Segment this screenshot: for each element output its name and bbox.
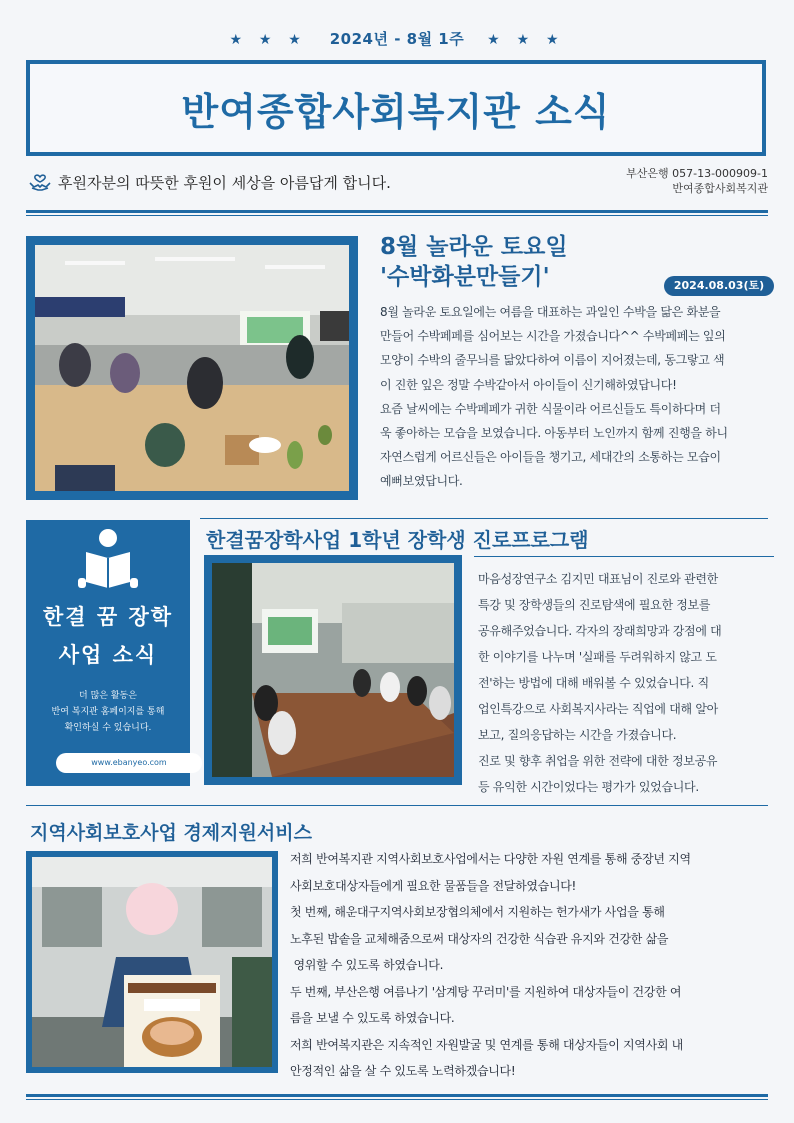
section1-body-line: 자연스럽게 어르신들은 아이들을 챙기고, 세대간의 소통하는 모습이 <box>380 450 721 465</box>
section3-body-line: 저희 반여복지관은 지속적인 자원발굴 및 연계를 통해 대상자들이 지역사회 내 <box>290 1037 683 1052</box>
newsletter-title-box <box>26 60 766 156</box>
section2-body-line: 전'하는 방법에 대해 배워볼 수 있었습니다. 직 <box>478 676 709 690</box>
section1-date-badge: 2024.08.03(토) <box>664 276 774 296</box>
section2-body-line: 공유해주었습니다. 각자의 장래희망과 강점에 대 <box>478 624 722 638</box>
bank-holder: 반여종합사회복지관 <box>672 182 768 195</box>
newsletter-title: 반여종합사회복지관 소식 <box>181 89 611 134</box>
card-sub-line: 반여 복지관 홈페이지를 통해 <box>51 707 165 717</box>
section3-body-line: 첫 번째, 해운대구지역사회보장협의체에서 지원하는 헌가새가 사업을 통해 <box>290 905 665 919</box>
header-rule-thin <box>26 215 768 216</box>
bank-info <box>626 166 768 196</box>
tagline-text: 후원자분의 따뜻한 후원이 세상을 아름답게 합니다. <box>58 174 391 192</box>
section3-body-line: 저희 반여복지관 지역사회보호사업에서는 다양한 자원 연계를 통해 중장년 지역 <box>290 852 691 866</box>
hands-heart-icon <box>28 174 52 192</box>
tagline <box>28 172 391 193</box>
section3-body-line: 안정적인 삶을 살 수 있도록 노력하겠습니다! <box>290 1064 516 1078</box>
scholarship-news-card <box>26 520 190 786</box>
section1-title-line2: '수박화분만들기' <box>380 264 550 290</box>
section2-body <box>478 566 772 800</box>
section2-body-line: 보고, 질의응답하는 시간을 가졌습니다. <box>478 728 677 742</box>
section2-body-line: 업인특강으로 사회복지사라는 직업에 대해 알아 <box>478 702 718 716</box>
section2-divider <box>26 805 768 806</box>
section1-body-line: 욱 좋아하는 모습을 보였습니다. 아동부터 노인까지 함께 진행을 하니 <box>380 426 728 441</box>
section3-body-line: 사회보호대상자들에게 필요한 물품들을 전달하였습니다! <box>290 878 577 893</box>
section3-body-line: 름을 보낼 수 있도록 하였습니다. <box>290 1011 455 1025</box>
section3-body <box>290 846 770 1085</box>
footer-rule-thick <box>26 1094 768 1097</box>
card-subtitle <box>26 688 190 736</box>
career-program-photo <box>204 555 462 785</box>
section1-title-line1: 8월 놀라운 토요일 <box>380 234 568 260</box>
section2-title: 한결꿈장학사업 1학년 장학생 진로프로그램 <box>206 528 589 552</box>
section1-title <box>380 232 568 292</box>
homepage-url-pill[interactable]: www.ebanyeo.com <box>56 753 202 773</box>
card-title-line1: 한결 꿈 장학 <box>42 605 174 629</box>
issue-date: 2024년 - 8월 1주 <box>329 30 465 48</box>
reading-person-icon <box>72 526 144 592</box>
header-rule-thick <box>26 210 768 213</box>
issue-date-line <box>0 28 794 49</box>
section2-body-line: 진로 및 향후 취업을 위한 전략에 대한 정보공유 <box>478 754 718 768</box>
section1-divider <box>200 518 768 519</box>
section3-body-line: 노후된 밥솥을 교체해줌으로써 대상자의 건강한 식습관 유지와 건강한 삶을 <box>290 931 669 946</box>
support-delivery-photo <box>26 851 278 1073</box>
section1-body-line: 모양이 수박의 줄무늬를 닮았다하여 이름이 지어졌는데, 동그랗고 색 <box>380 353 725 368</box>
section2-body-line: 마음성장연구소 김지민 대표님이 진로와 관련한 <box>478 572 718 586</box>
card-sub-line: 더 많은 활동은 <box>79 691 137 701</box>
card-title-line2: 사업 소식 <box>58 643 158 667</box>
footer-rule-thin <box>26 1099 768 1100</box>
section2-title-rule <box>474 556 774 557</box>
section3-title: 지역사회보호사업 경제지원서비스 <box>30 822 312 844</box>
section1-body-line: 이 진한 잎은 정말 수박같아서 아이들이 신기해하였답니다! <box>380 377 677 392</box>
section1-body <box>380 300 772 494</box>
section2-body-line: 특강 및 장학생들의 진로탐색에 필요한 정보를 <box>478 598 711 612</box>
section1-body-line: 예뻐보였답니다. <box>380 474 463 489</box>
watermelon-pot-class-photo <box>26 236 358 500</box>
section1-body-line: 만들어 수박페페를 심어보는 시간을 가졌습니다^^ 수박페페는 잎의 <box>380 329 726 344</box>
card-sub-line: 확인하실 수 있습니다. <box>64 723 152 733</box>
stars-left: ★ ★ ★ <box>229 32 307 48</box>
section2-body-line: 등 유익한 시간이었다는 평가가 있었습니다. <box>478 780 699 794</box>
section2-body-line: 한 이야기를 나누며 '실패를 두려워하지 않고 도 <box>478 650 717 664</box>
section1-body-line: 8월 놀라운 토요일에는 여름을 대표하는 과일인 수박을 닮은 화분을 <box>380 305 721 319</box>
section3-body-line: 영위할 수 있도록 하였습니다. <box>290 958 444 972</box>
bank-account: 부산은행 057-13-000909-1 <box>626 167 768 180</box>
stars-right: ★ ★ ★ <box>487 32 565 48</box>
card-title <box>26 598 190 674</box>
section3-body-line: 두 번째, 부산은행 여름나기 '삼계탕 꾸러미'를 지원하여 대상자들이 건강한 여 <box>290 984 682 999</box>
section1-body-line: 요즘 날씨에는 수박페페가 귀한 식물이라 어르신들도 특이하다며 더 <box>380 401 721 416</box>
